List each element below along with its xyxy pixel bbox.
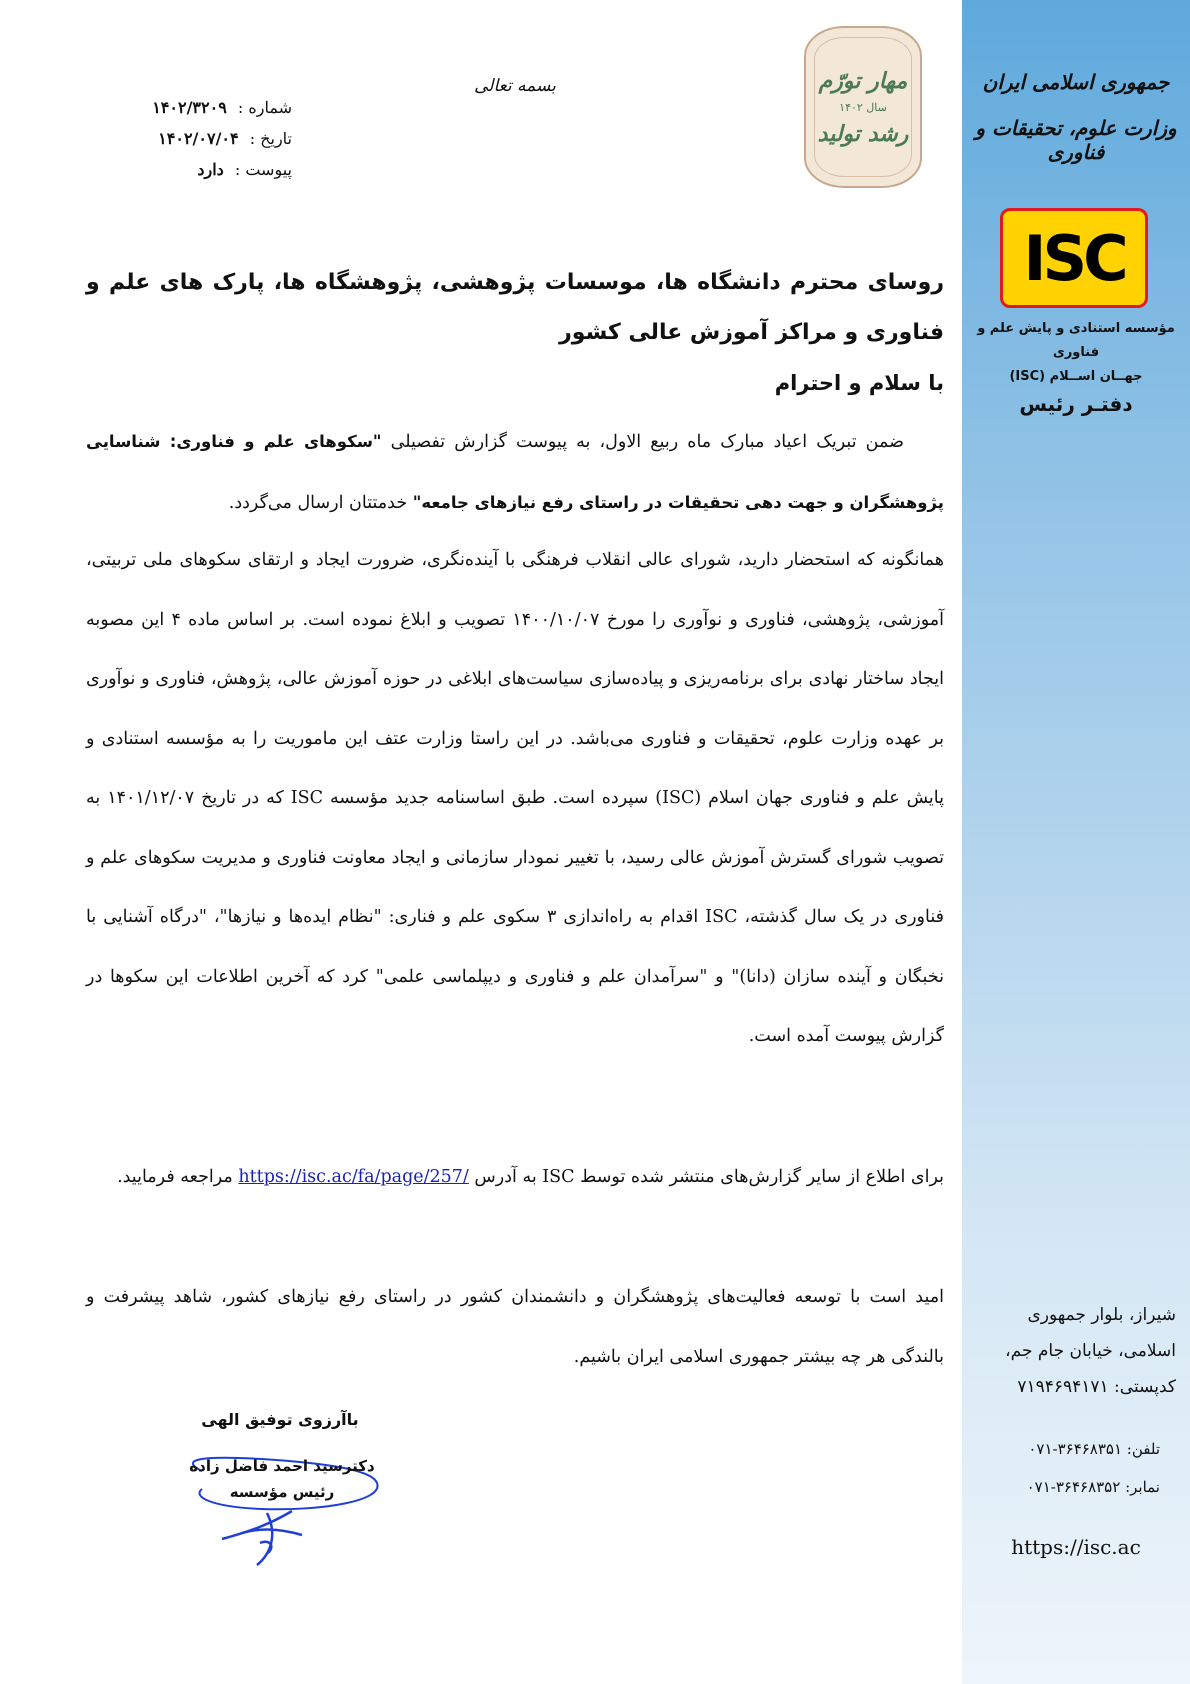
office-label: دفتـر رئیس: [1019, 392, 1133, 416]
institute-name: [962, 317, 1190, 389]
postal-address: شیراز، بلوار جمهوری اسلامی، خیابان جام جم، کدپستی: ۷۱۹۴۶۹۴۱۷۱: [1005, 1305, 1176, 1397]
fax-number: نمابر: ۳۶۴۶۸۳۵۲-۰۷۱: [1026, 1478, 1160, 1496]
letterhead-sidebar: [962, 0, 1190, 1684]
attachment-value: دارد: [197, 160, 224, 179]
basmala: بسمه تعالی: [474, 76, 556, 96]
isc-logo-text: ISC: [1023, 221, 1125, 295]
ministry-title: وزارت علوم، تحقیقات و فناوری: [975, 116, 1177, 164]
letter-number-value: ۱۴۰۲/۳۲۰۹: [152, 98, 227, 117]
institute-name-line1: مؤسسه استنادی و پایش علم و فناوری: [977, 321, 1175, 360]
year-slogan-emblem: [804, 26, 922, 188]
letter-metadata: [112, 92, 292, 185]
emblem-slogan-line1: مهار تورّم: [818, 67, 908, 94]
letter-date-value: ۱۴۰۲/۰۷/۰۴: [158, 129, 239, 148]
letter-number-label: شماره :: [237, 98, 292, 117]
letter-date-label: تاریخ :: [249, 129, 292, 148]
paragraph-intro-text-b: خدمتتان ارسال می‌گردد.: [228, 492, 413, 513]
greeting: با سلام و احترام: [774, 371, 944, 395]
reports-page-link[interactable]: https://isc.ac/fa/page/257/: [238, 1167, 469, 1187]
attachment-label: پیوست :: [234, 160, 292, 179]
emblem-frame: [814, 37, 912, 177]
paragraph-reports-link: [86, 1148, 944, 1208]
signatory-title: رئیس مؤسسه: [229, 1483, 335, 1501]
paragraph-closing-wish: امید است با توسعه فعالیت‌های پژوهشگران و دانشمندان کشور در راستای رفع نیازهای کشور، شاهد پیشرفت و بالندگی هر چه بیشتر جمهوری اسلامی ایران باشیم.: [86, 1287, 944, 1367]
paragraph-reports-text-a: برای اطلاع از سایر گزارش‌های منتشر شده توسط ISC به آدرس: [468, 1167, 944, 1187]
paragraph-reports-text-b: مراجعه فرمایید.: [117, 1167, 239, 1187]
phone-number: تلفن: ۳۶۴۶۸۳۵۱-۰۷۱: [1028, 1440, 1160, 1458]
letter-number-row: [112, 92, 292, 123]
paragraph-intro: [86, 412, 944, 533]
emblem-slogan-line2: رشد تولید: [817, 120, 909, 147]
signature-block: [172, 1453, 392, 1573]
closing-phrase: باآرزوی توفیق الهی: [201, 1410, 359, 1429]
emblem-year: سال ۱۴۰۲: [839, 100, 887, 114]
isc-logo: [1000, 208, 1148, 308]
paragraph-intro-text-a: ضمن تبریک اعیاد مبارک ماه ربیع الاول، به پیوست گزارش تفصیلی: [381, 432, 904, 452]
report-title: "سکوهای علم و فناوری: شناسایی پژوهشگران و جهت دهی تحقیقات در راستای رفع نیازهای جامعه": [86, 432, 944, 512]
letter-date-row: [112, 123, 292, 154]
paragraph-background: همانگونه که استحضار دارید، شورای عالی انقلاب فرهنگی با آینده‌نگری، ضرورت ایجاد و ارتقای سکوهای ملی تربیتی، آموزشی، پژوهشی، فناوری و نوآوری را مورخ ۱۴۰۰/۱۰/۰۷ تصویب و ابلاغ نموده است. بر اساس ماده ۴ این مصوبه ایجاد ساختار نهادی برای برنامه‌ریزی و پیاده‌سازی سیاست‌های ابلاغی در حوزه آموزش عالی، پژوهش، فناوری و نوآوری بر عهده وزارت علوم، تحقیقات و فناوری می‌باشد. در این راستا وزارت عتف این ماموریت را به مؤسسه استنادی و پایش علم و فناوری جهان اسلام (ISC) سپرده است. طبق اساسنامه جدید مؤسسه ISC که در تاریخ ۱۴۰۱/۱۲/۰۷ به تصویب شورای گسترش آموزش عالی رسید، با تغییر نمودار سازمانی و ایجاد معاونت فناوری و مدیریت سکوهای علم و فناوری در یک سال گذشته، ISC اقدام به راه‌اندازی ۳ سکوی علم و فناری: "نظام ایده‌ها و نیازها"، "درگاه آشنایی با نخبگان و آینده سازان (دانا)" و "سرآمدان علم و فناوری و دیپلماسی علمی" کرد که آخرین اطلاعات این سکوها در گزارش پیوست آمده است.: [86, 550, 944, 1046]
institute-name-line2: جهــان اســلام (ISC): [1009, 369, 1143, 384]
attachment-row: [112, 154, 292, 185]
republic-title: جمهوری اسلامی ایران: [982, 70, 1170, 94]
signatory-name: دکترسید احمد فاضل زاده: [189, 1457, 375, 1475]
recipients-heading: روسای محترم دانشگاه ها، موسسات پژوهشی، پژوهشگاه ها، پارک های علم و فناوری و مراکز آموزش عالی کشور: [86, 270, 944, 345]
website-url[interactable]: https://isc.ac: [1011, 1535, 1141, 1559]
